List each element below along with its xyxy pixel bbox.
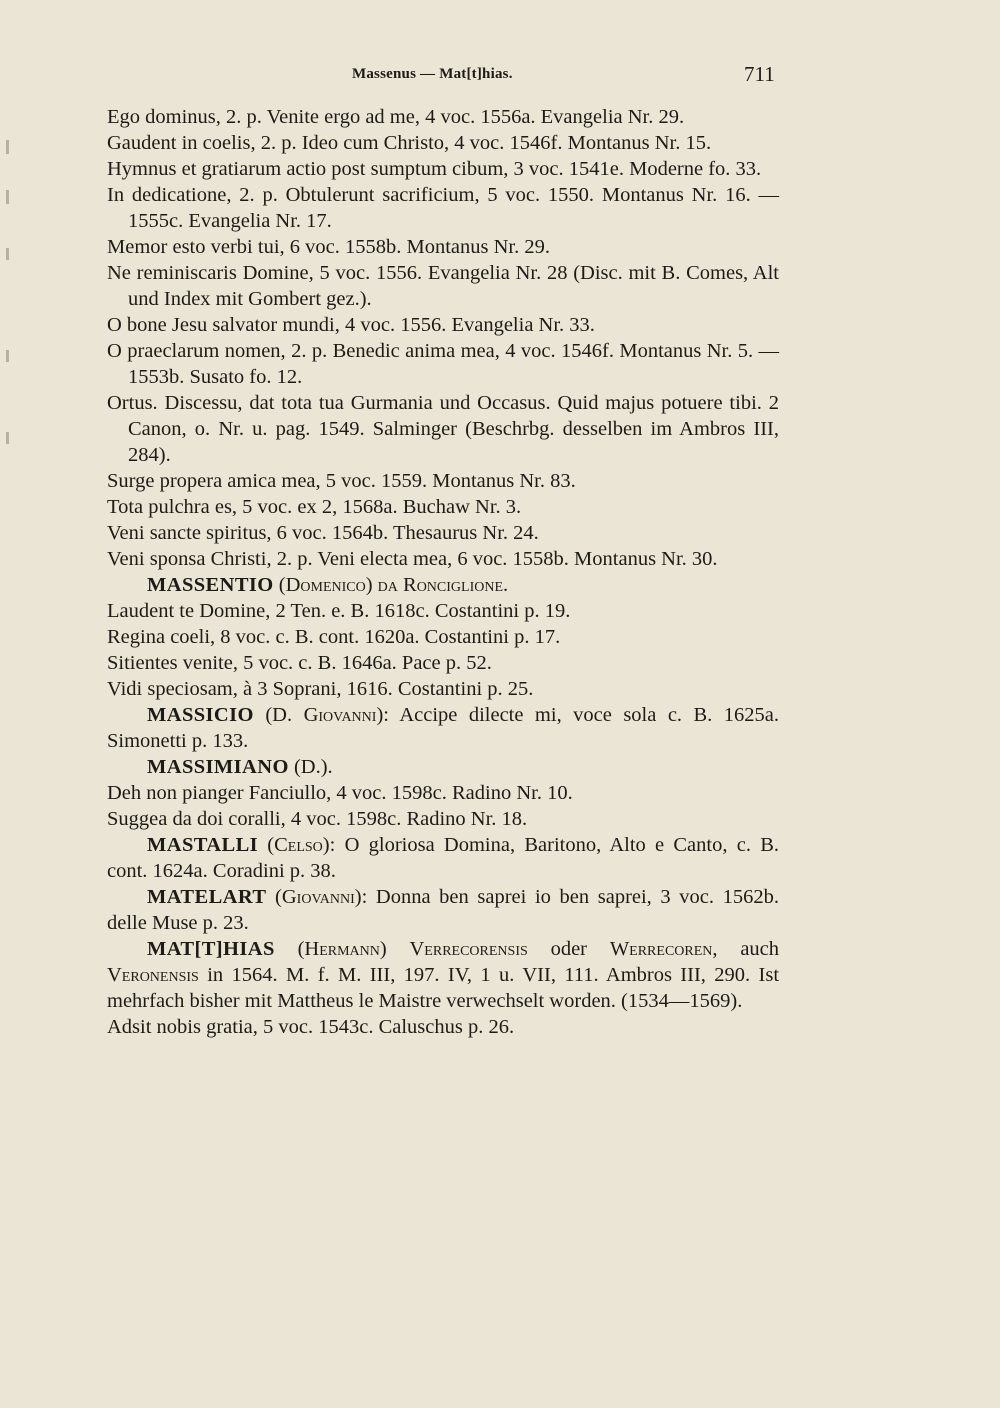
composer-heading-mastalli — [107, 832, 779, 884]
composer-entry-text: in 1564. M. f. M. III, 197. IV, 1 u. VII, 111. Ambros III, 290. Ist mehrfach bisher mit Mattheus le Maistre verwechselt worden. (1534—1569). — [107, 964, 780, 1012]
composer-heading-massentio — [107, 572, 779, 598]
list-item: Tota pulchra es, 5 voc. ex 2, 1568a. Buchaw Nr. 3. — [107, 496, 522, 518]
list-item: Memor esto verbi tui, 6 voc. 1558b. Montanus Nr. 29. — [107, 236, 550, 258]
list-item: Laudent te Domine, 2 Ten. e. B. 1618c. Costantini p. 19. — [107, 600, 571, 622]
list-item: Surge propera amica mea, 5 voc. 1559. Montanus Nr. 83. — [107, 470, 576, 492]
margin-mark — [6, 432, 9, 444]
list-item: Deh non pianger Fanciullo, 4 voc. 1598c. Radino Nr. 10. — [107, 782, 573, 804]
composer-name: MATELART — [147, 886, 267, 908]
composer-heading-massicio — [107, 702, 779, 754]
list-item: Gaudent in coelis, 2. p. Ideo cum Christo, 4 voc. 1546f. Montanus Nr. 15. — [107, 132, 712, 154]
list-item: Veni sponsa Christi, 2. p. Veni electa mea, 6 voc. 1558b. Montanus Nr. 30. — [107, 548, 718, 570]
composer-detail: (D. Giovanni): — [265, 704, 389, 726]
page-number: 711 — [744, 62, 775, 86]
margin-mark — [6, 248, 9, 260]
composer-alias: Veronensis — [107, 964, 199, 986]
composer-detail: (D.). — [293, 756, 333, 778]
list-item: Regina coeli, 8 voc. c. B. cont. 1620a. Costantini p. 17. — [107, 626, 561, 648]
composer-entry-text: Accipe dilecte mi, voce sola c. B. 1625a. Simonetti p. 133. — [107, 704, 779, 752]
margin-mark — [6, 350, 9, 362]
list-item: Adsit nobis gratia, 5 voc. 1543c. Caluschus p. 26. — [107, 1016, 515, 1038]
running-head: Massenus — Mat[t]hias. — [352, 66, 513, 82]
composer-alias: Werrecoren, — [609, 938, 718, 960]
composer-detail: (Hermann) — [297, 938, 387, 960]
list-item: Veni sancte spiritus, 6 voc. 1564b. Thesaurus Nr. 24. — [107, 522, 539, 544]
composer-connector: oder — [550, 938, 588, 960]
list-item: O bone Jesu salvator mundi, 4 voc. 1556. Evangelia Nr. 33. — [107, 314, 595, 336]
composer-name: MASSENTIO — [147, 574, 274, 596]
composer-heading-matelart — [107, 884, 779, 936]
composer-name: MAT[T]HIAS — [147, 938, 275, 960]
composer-name: MASTALLI — [147, 834, 259, 856]
composer-heading-matthias — [107, 936, 779, 1014]
page-body — [107, 104, 779, 1040]
list-item: Ne reminiscaris Domine, 5 voc. 1556. Evangelia Nr. 28 (Disc. mit B. Comes, Alt und Index mit Gombert gez.). — [107, 262, 779, 310]
list-item: Vidi speciosam, à 3 Soprani, 1616. Costantini p. 25. — [107, 678, 534, 700]
composer-detail: (Domenico) da Ronciglione. — [278, 574, 509, 596]
list-item: Ortus. Discessu, dat tota tua Gurmania und Occasus. Quid majus potuere tibi. 2 Canon, o. Nr. u. pag. 1549. Salminger (Beschrbg. desselben im Ambros III, 284). — [107, 392, 779, 466]
composer-connector: auch — [740, 938, 780, 960]
composer-alias: Verrecorensis — [409, 938, 528, 960]
composer-entry-text: Donna ben saprei io ben saprei, 3 voc. 1562b. delle Muse p. 23. — [107, 886, 780, 934]
list-item: Suggea da doi coralli, 4 voc. 1598c. Radino Nr. 18. — [107, 808, 528, 830]
composer-detail: (Giovanni): — [275, 886, 368, 908]
list-item: In dedicatione, 2. p. Obtulerunt sacrificium, 5 voc. 1550. Montanus Nr. 16. — 1555c. Evangelia Nr. 17. — [107, 184, 779, 232]
composer-heading-massimiano — [107, 754, 779, 780]
page-header — [0, 62, 1000, 88]
composer-name: MASSICIO — [147, 704, 254, 726]
list-item: Hymnus et gratiarum actio post sumptum cibum, 3 voc. 1541e. Moderne fo. 33. — [107, 158, 762, 180]
composer-detail: (Celso): — [267, 834, 336, 856]
list-item: O praeclarum nomen, 2. p. Benedic anima mea, 4 voc. 1546f. Montanus Nr. 5. — 1553b. Susato fo. 12. — [107, 340, 779, 388]
margin-mark — [6, 190, 9, 204]
composer-name: MASSIMIANO — [147, 756, 289, 778]
list-item: Sitientes venite, 5 voc. c. B. 1646a. Pace p. 52. — [107, 652, 492, 674]
list-item: Ego dominus, 2. p. Venite ergo ad me, 4 voc. 1556a. Evangelia Nr. 29. — [107, 106, 685, 128]
composer-entry-text: O gloriosa Domina, Baritono, Alto e Canto, c. B. cont. 1624a. Coradini p. 38. — [107, 834, 779, 882]
margin-mark — [6, 140, 9, 154]
